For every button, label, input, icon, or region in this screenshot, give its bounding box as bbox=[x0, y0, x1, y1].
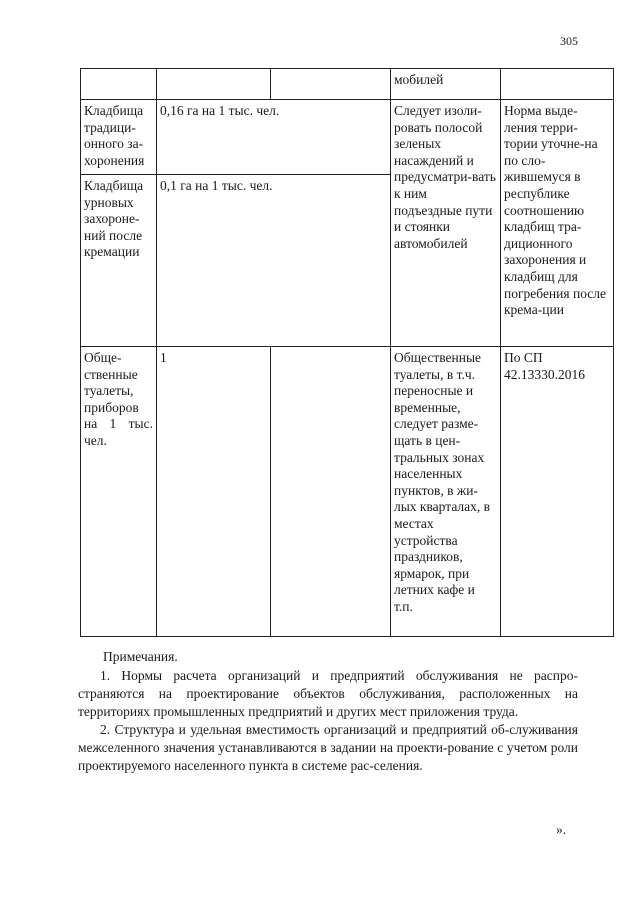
toilets-norm: 1 bbox=[157, 347, 271, 637]
toilets-name: Обще-ственные туалеты, приборов на 1 тыс. чел. bbox=[81, 347, 157, 637]
cemetery-traditional-norm: 0,16 га на 1 тыс. чел. bbox=[157, 100, 391, 175]
note-item: 2. Структура и удельная вместимость организаций и предприятий об-служивания межселенного значения устанавливаются в задании на проекти-рование с учетом роли проектируемого населенного пункта в системе рас-селения. bbox=[78, 722, 578, 773]
cemetery-note: Следует изоли-ровать полосой зеленых насаждений и предусматри-вать к ним подъездные пути и стоянки автомобилей bbox=[391, 100, 501, 347]
table-cell-empty bbox=[157, 69, 271, 100]
cemetery-urn-name: Кладбища урновых захороне-ний после кремации bbox=[81, 175, 157, 347]
table-row-public-toilets bbox=[81, 347, 614, 637]
table-row-traditional-cemetery bbox=[81, 100, 614, 175]
table-cell-empty bbox=[271, 69, 391, 100]
table-cell-empty bbox=[501, 69, 614, 100]
toilets-note: Общественные туалеты, в т.ч. переносные и временные, следует разме-щать в цен-тральных зонах населенных пунктов, в жи-лых кварталах, в местах устройства праздников, ярмарок, при летних кафе и т.п. bbox=[391, 347, 501, 637]
page-number: 305 bbox=[560, 34, 578, 48]
table-cell-empty bbox=[81, 69, 157, 100]
toilets-reference: По СП 42.13330.2016 bbox=[501, 347, 614, 637]
table-cell-continuation: мобилей bbox=[391, 69, 501, 100]
table-row-continuation bbox=[81, 69, 614, 100]
toilets-extra bbox=[271, 347, 391, 637]
cemetery-urn-norm: 0,1 га на 1 тыс. чел. bbox=[157, 175, 391, 347]
notes-heading: Примечания. bbox=[103, 649, 178, 664]
cemetery-traditional-name: Кладбища традици-онного за-хоронения bbox=[81, 100, 157, 175]
norms-table bbox=[80, 68, 614, 637]
notes-section bbox=[78, 648, 578, 775]
closing-quote-mark: ». bbox=[556, 822, 567, 837]
cemetery-reference: Норма выде-ления терри-тории уточне-на по сло-жившемуся в республике соотношению кладбищ тра-диционного захоронения и кладбищ для погребения после крема-ции bbox=[501, 100, 614, 347]
note-item: 1. Нормы расчета организаций и предприятий обслуживания не распро-страняются на проектирование объектов обслуживания, расположенных на территориях промышленных предприятий и других мест приложения труда. bbox=[78, 668, 578, 719]
